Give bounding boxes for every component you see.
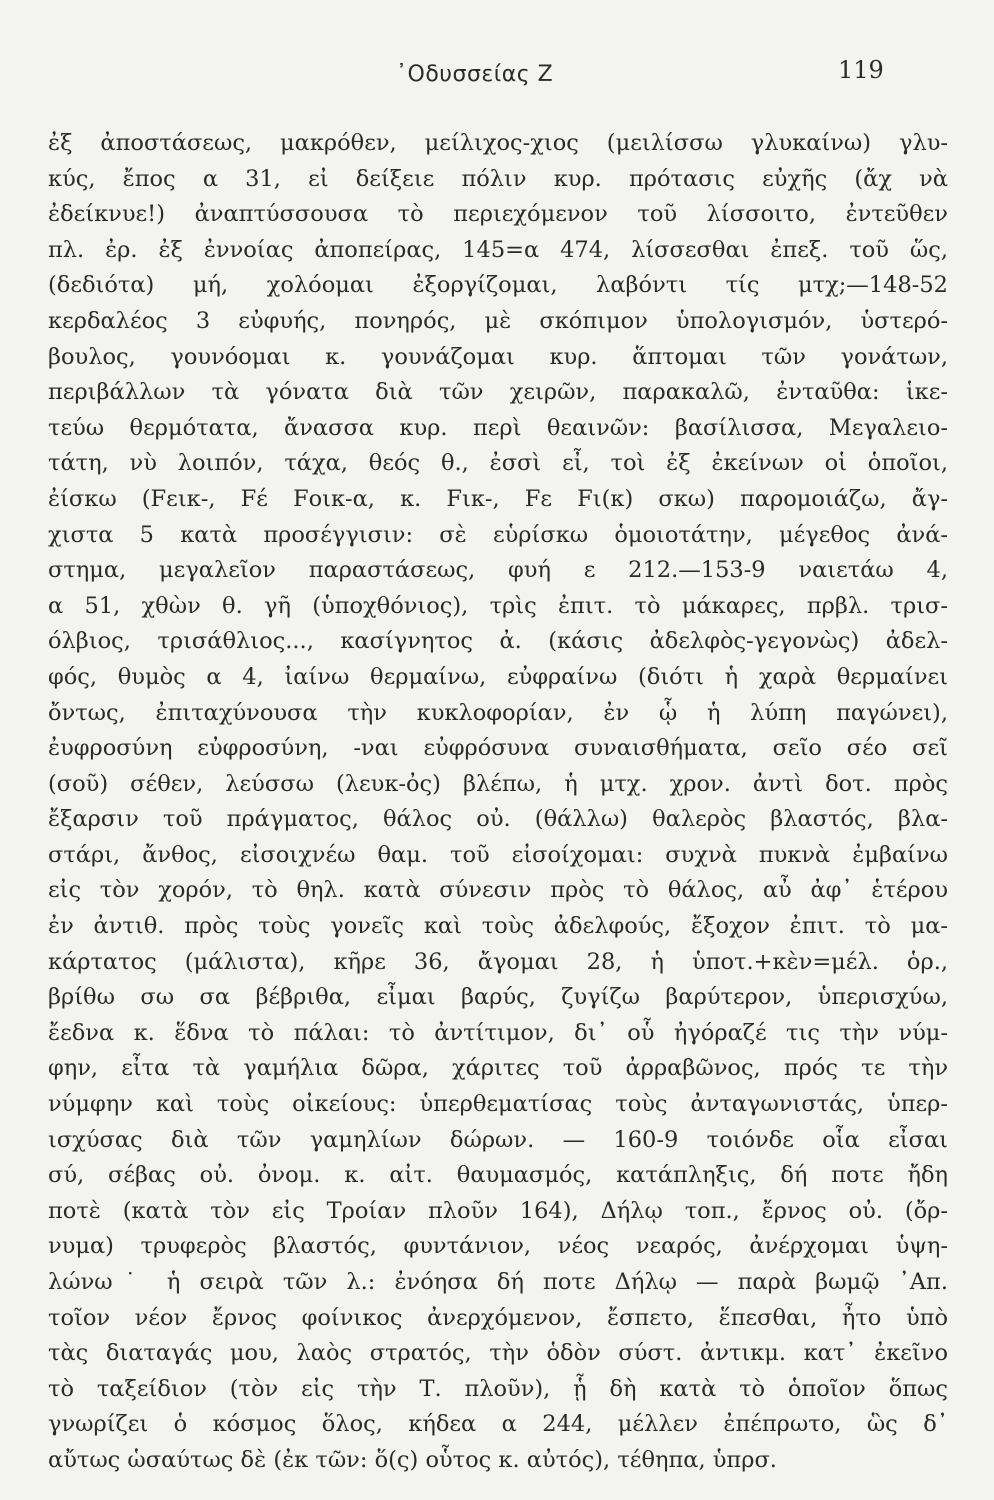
text-line: ἐν ἀντιθ. πρὸς τοὺς γονεῖς καὶ τοὺς ἀδελφούς, ἔξοχον ἐπιτ. τὸ μα-: [48, 913, 948, 940]
text-line: βρίθω σω σα βέβριθα, εἶμαι βαρύς, ζυγίζω βαρύτερον, ὑπερισχύω,: [48, 984, 948, 1011]
text-line: ἐίσκω (Fεικ-, Fέ Fοικ-α, κ. Fικ-, Fε Fι(κ) σκω) παρομοιάζω, ἄγ-: [48, 485, 948, 512]
text-line: νυμα) τρυφερὸς βλαστός, φυντάνιον, νέος νεαρός, ἀνέρχομαι ὑψη-: [48, 1233, 948, 1260]
running-head: ᾽Οδυσσείας Ζ: [396, 62, 554, 87]
text-line: φην, εἶτα τὰ γαμήλια δῶρα, χάριτες τοῦ ἀρραβῶνος, πρός τε τὴν: [48, 1055, 948, 1082]
text-line: περιβάλλων τὰ γόνατα διὰ τῶν χειρῶν, παρακαλῶ, ἐνταῦθα: ἱκε-: [48, 379, 948, 406]
text-line: αὔτως ὡσαύτως δὲ (ἐκ τῶν: ὅ(ς) οὗτος κ. αὐτός), τέθηπα, ὑπρσ.: [48, 1446, 777, 1473]
text-line: γνωρίζει ὁ κόσμος ὅλος, κήδεα α 244, μέλλεν ἐπέπρωτο, ὣς δ᾽: [48, 1411, 948, 1438]
text-line: κάρτατος (μάλιστα), κῆρε 36, ἄγομαι 28, ἡ ὑποτ.+κὲν=μέλ. ὁρ.,: [48, 948, 948, 975]
text-line: ἐυφροσύνη εὐφροσύνη, -ναι εὐφρόσυνα συναισθήματα, σεῖο σέο σεῖ: [48, 735, 948, 762]
text-line: τοῖον νέον ἔρνος φοίνικος ἀνερχόμενον, ἔσπετο, ἕπεσθαι, ἦτο ὑπὸ: [48, 1304, 948, 1331]
text-line: σύ, σέβας οὐ. ὀνομ. κ. αἰτ. θαυμασμός, κατάπληξις, δή ποτε ἤδη: [48, 1162, 948, 1189]
commentary-text: [48, 126, 948, 1479]
text-line: ποτὲ (κατὰ τὸν εἰς Τροίαν πλοῦν 164), Δήλῳ τοπ., ἔρνος οὐ. (ὄρ-: [48, 1197, 948, 1224]
text-line: στάρι, ἄνθος, εἰσοιχνέω θαμ. τοῦ εἰσοίχομαι: συχνὰ πυκνὰ ἐμβαίνω: [48, 841, 948, 868]
text-line: κύς, ἔπος α 31, εἰ δείξειε πόλιν κυρ. πρότασις εὐχῆς (ἄχ νὰ: [48, 165, 948, 192]
text-line: χιστα 5 κατὰ προσέγγισιν: σὲ εὑρίσκω ὁμοιοτάτην, μέγεθος ἀνά-: [48, 521, 948, 548]
text-line: (σοῦ) σέθεν, λεύσσω (λευκ-ὀς) βλέπω, ἡ μτχ. χρον. ἀντὶ δοτ. πρὸς: [48, 770, 948, 797]
text-line: εἰς τὸν χορόν, τὸ θηλ. κατὰ σύνεσιν πρὸς τὸ θάλος, αὖ ἀφ᾽ ἑτέρου: [48, 877, 948, 904]
text-line: (δεδιότα) μή, χολόομαι ἐξοργίζομαι, λαβόντι τίς μτχ;—148-52: [48, 272, 948, 299]
text-line: ὄντως, ἐπιταχύνουσα τὴν κυκλοφορίαν, ἐν ᾧ ἡ λύπη παγώνει),: [48, 699, 948, 726]
text-line: πλ. ἐρ. ἐξ ἐννοίας ἀποπείρας, 145=α 474, λίσσεσθαι ἐπεξ. τοῦ ὥς,: [48, 236, 948, 263]
text-line: τεύω θερμότατα, ἄνασσα κυρ. περὶ θεαινῶν: βασίλισσα, Μεγαλειο-: [48, 414, 948, 441]
text-line: τάτη, νὺ λοιπόν, τάχα, θεός θ., ἐσσὶ εἶ, τοὶ ἐξ ἐκείνων οἱ ὁποῖοι,: [48, 450, 948, 477]
text-line: τὰς διαταγάς μου, λαὸς στρατός, τὴν ὁδὸν σύστ. ἀντικμ. κατ᾽ ἐκεῖνο: [48, 1340, 948, 1367]
text-line: όλβιος, τρισάθλιος..., κασίγνητος ἀ. (κάσις ἀδελφὸς-γεγονὼς) ἀδελ-: [48, 628, 948, 655]
text-line: νύμφην καὶ τοὺς οἰκείους: ὑπερθεματίσας τοὺς ἀνταγωνιστάς, ὑπερ-: [48, 1091, 948, 1118]
text-line: ἔεδνα κ. ἕδνα τὸ πάλαι: τὸ ἀντίτιμον, δι᾽ οὗ ἠγόραζέ τις τὴν νύμ-: [48, 1019, 948, 1046]
text-line: βουλος, γουνόομαι κ. γουνάζομαι κυρ. ἅπτομαι τῶν γονάτων,: [48, 343, 948, 370]
text-line: κερδαλέος 3 εὐφυής, πονηρός, μὲ σκόπιμον ὑπολογισμόν, ὑστερό-: [48, 307, 948, 334]
text-line: α 51, χθὼν θ. γῆ (ὑποχθόνιος), τρὶς ἐπιτ. τὸ μάκαρες, πρβλ. τρισ-: [48, 592, 948, 619]
text-line: στημα, μεγαλεῖον παραστάσεως, φυή ε 212.—153-9 ναιετάω 4,: [48, 557, 948, 584]
page-header: [0, 56, 994, 96]
text-line: ισχύσας διὰ τῶν γαμηλίων δώρων. — 160-9 τοιόνδε οἷα εἶσαι: [48, 1126, 948, 1153]
text-line: λώνω˙ ἡ σειρὰ τῶν λ.: ἐνόησα δή ποτε Δήλῳ — παρὰ βωμῷ ᾽Απ.: [48, 1269, 948, 1295]
text-line: τὸ ταξείδιον (τὸν εἰς τὴν Τ. πλοῦν), ᾗ δὴ κατὰ τὸ ὁποῖον ὅπως: [48, 1375, 948, 1402]
text-line: ἐδείκνυε!) ἀναπτύσσουσα τὸ περιεχόμενον τοῦ λίσσοιτο, ἐντεῦθεν: [48, 201, 948, 228]
text-line: φός, θυμὸς α 4, ἰαίνω θερμαίνω, εὐφραίνω (διότι ἡ χαρὰ θερμαίνει: [48, 663, 948, 690]
text-line: ἔξαρσιν τοῦ πράγματος, θάλος οὐ. (θάλλω) θαλερὸς βλαστός, βλα-: [48, 806, 948, 833]
text-line: ἐξ ἀποστάσεως, μακρόθεν, μείλιχος-χιος (μειλίσσω γλυκαίνω) γλυ-: [48, 130, 948, 156]
page-number: 119: [838, 56, 884, 84]
